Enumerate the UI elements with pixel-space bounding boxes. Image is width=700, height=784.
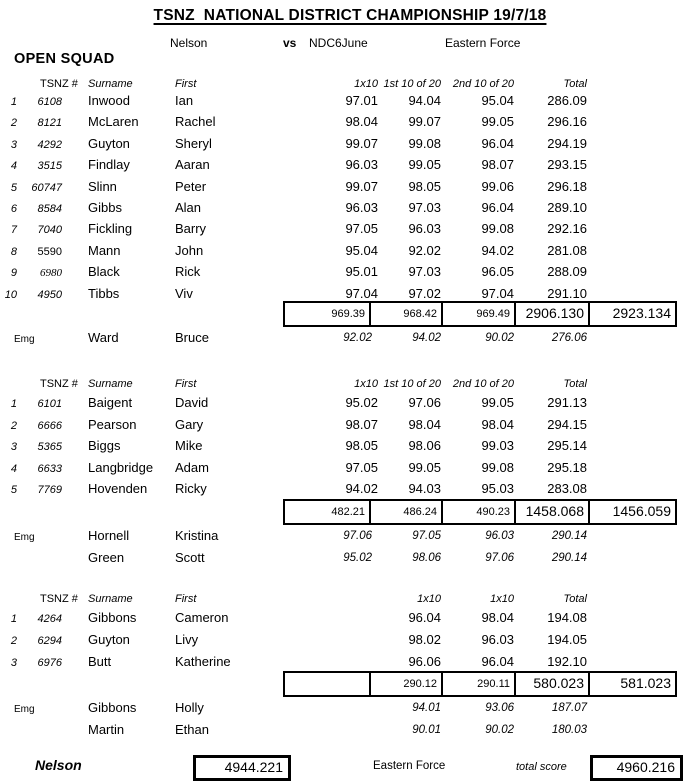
score-1x10: 99.07	[345, 178, 378, 194]
score-total: 276.06	[551, 332, 587, 344]
col-header-score1: 1x10	[354, 78, 378, 90]
score-first10: 99.08	[408, 135, 441, 151]
score-first10: 97.02	[408, 285, 441, 301]
score-second10: 96.03	[485, 530, 514, 542]
col-header-score2: 1x10	[417, 593, 441, 605]
totals-second10: 490.23	[441, 499, 516, 525]
score-1x10: 95.02	[345, 395, 378, 410]
surname: Gibbons	[88, 700, 137, 715]
first-name: Adam	[175, 459, 209, 475]
totals-sum: 1458.068	[514, 499, 590, 525]
score-1x10: 98.07	[345, 416, 378, 432]
score-first10: 96.03	[408, 221, 441, 237]
first-name: Scott	[175, 550, 205, 565]
col-header-score3: 1x10	[490, 593, 514, 605]
score-first10: 99.05	[408, 459, 441, 475]
col-header-surname: Surname	[88, 593, 133, 605]
score-second10: 95.04	[481, 93, 514, 108]
score-first10: 96.06	[408, 654, 441, 669]
score-1x10: 95.02	[343, 552, 372, 564]
score-second10: 96.04	[481, 200, 514, 215]
totals-box	[283, 499, 677, 525]
event-name: NDC6June	[309, 36, 368, 50]
score-total: 296.18	[547, 178, 587, 194]
score-first10: 90.01	[412, 724, 441, 736]
first-name: Aaran	[175, 157, 210, 173]
score-1x10: 97.05	[345, 221, 378, 237]
first-name: Bruce	[175, 330, 209, 345]
score-1x10: 96.03	[345, 157, 378, 173]
first-name: Gary	[175, 416, 204, 432]
score-first10: 98.06	[412, 552, 441, 564]
score-total: 194.08	[547, 610, 587, 625]
col-header-first: First	[175, 378, 197, 390]
totals-first10: 486.24	[369, 499, 443, 525]
score-1x10: 96.03	[345, 200, 378, 215]
first-name: Peter	[175, 178, 207, 194]
first-name: Barry	[175, 221, 207, 237]
col-header-score2: 1st 10 of 20	[383, 78, 441, 90]
first-name: Viv	[175, 285, 193, 301]
first-name: David	[175, 395, 209, 410]
score-first10: 97.03	[408, 200, 441, 215]
first-name: Holly	[175, 700, 204, 715]
surname: Slinn	[88, 178, 117, 194]
score-total: 180.03	[551, 724, 587, 736]
surname: Guyton	[88, 135, 130, 151]
score-second10: 95.03	[481, 481, 514, 496]
score-first10: 98.02	[408, 632, 441, 647]
score-second10: 94.02	[481, 242, 514, 258]
totals-box	[283, 301, 677, 327]
tsnz-number: 3515	[37, 160, 62, 173]
totals-grand: 581.023	[588, 671, 677, 697]
col-header-score1: 1x10	[354, 378, 378, 390]
rank-number: 7	[10, 224, 17, 237]
first-name: John	[175, 242, 204, 258]
score-total: 294.19	[547, 135, 587, 151]
tsnz-number: 6666	[37, 419, 62, 432]
first-name: Mike	[175, 438, 203, 453]
rank-number: 1	[10, 96, 17, 108]
surname: Langbridge	[88, 459, 154, 475]
totals-grand: 1456.059	[588, 499, 677, 525]
surname: Black	[88, 264, 120, 280]
score-second10: 99.05	[481, 114, 514, 130]
score-1x10: 97.04	[345, 285, 378, 301]
first-name: Kristina	[175, 528, 219, 543]
first-name: Livy	[175, 632, 199, 647]
col-header-total: Total	[563, 78, 587, 90]
tsnz-number: 6980	[40, 267, 62, 280]
col-header-surname: Surname	[88, 78, 133, 90]
score-first10: 97.06	[408, 395, 441, 410]
score-1x10: 99.07	[345, 135, 378, 151]
tsnz-number: 7769	[37, 484, 62, 496]
totals-first10: 968.42	[369, 301, 443, 327]
score-first10: 99.05	[408, 157, 441, 173]
surname: Hovenden	[88, 481, 148, 496]
squad-title: OPEN SQUAD	[14, 51, 115, 67]
surname: Butt	[88, 654, 112, 669]
rank-number: 2	[10, 419, 17, 432]
surname: McLaren	[88, 114, 139, 130]
col-header-score2: 1st 10 of 20	[383, 378, 441, 390]
score-first10: 94.03	[408, 481, 441, 496]
score-first10: 99.07	[408, 114, 441, 130]
tsnz-number: 8584	[37, 203, 62, 215]
first-name: Ricky	[175, 481, 207, 496]
emergency-label: Emg	[14, 334, 35, 345]
tsnz-number: 7040	[37, 224, 62, 237]
first-name: Sheryl	[175, 135, 212, 151]
col-header-tsnz: TSNZ #	[40, 378, 78, 390]
score-first10: 94.04	[408, 93, 441, 108]
rank-number: 5	[10, 484, 17, 496]
surname: Martin	[88, 722, 125, 737]
totals-grand: 2923.134	[588, 301, 677, 327]
score-total: 194.05	[547, 632, 587, 647]
rank-number: 6	[10, 203, 17, 215]
score-total: 283.08	[547, 481, 587, 496]
surname: Green	[88, 550, 125, 565]
footer-team-name: Nelson	[35, 757, 82, 773]
score-first10: 94.01	[412, 702, 441, 714]
score-second10: 99.05	[481, 395, 514, 410]
tsnz-number: 4950	[37, 288, 62, 301]
score-1x10: 95.01	[345, 264, 378, 280]
page-title: TSNZ NATIONAL DISTRICT CHAMPIONSHIP 19/7/18	[153, 7, 547, 24]
score-1x10: 97.01	[345, 93, 378, 108]
rank-number: 8	[10, 245, 17, 258]
col-header-surname: Surname	[88, 378, 133, 390]
tsnz-number: 60747	[31, 181, 62, 194]
score-total: 291.10	[547, 285, 587, 301]
score-1x10: 97.06	[343, 530, 372, 542]
score-second10: 99.08	[481, 459, 514, 475]
rank-number: 4	[10, 462, 17, 475]
first-name: Ian	[175, 93, 194, 108]
totals-sum: 580.023	[514, 671, 590, 697]
score-first10: 92.02	[408, 242, 441, 258]
vs-label: vs	[283, 36, 297, 50]
tsnz-number: 5590	[37, 245, 62, 258]
score-second10: 99.08	[481, 221, 514, 237]
score-total: 296.16	[547, 114, 587, 130]
score-second10: 96.05	[481, 264, 514, 280]
surname: Gibbs	[88, 200, 122, 215]
tsnz-number: 8121	[37, 117, 62, 130]
score-1x10: 94.02	[345, 481, 378, 496]
score-second10: 90.02	[485, 332, 514, 344]
totals-first10: 290.12	[369, 671, 443, 697]
surname: Mann	[88, 242, 121, 258]
tsnz-number: 6976	[37, 657, 62, 669]
col-header-tsnz: TSNZ #	[40, 593, 78, 605]
rank-number: 1	[10, 398, 17, 410]
tsnz-number: 4264	[37, 613, 62, 625]
rank-number: 10	[4, 288, 17, 301]
score-total: 290.14	[551, 530, 587, 542]
surname: Guyton	[88, 632, 130, 647]
col-header-tsnz: TSNZ #	[40, 78, 78, 90]
tsnz-number: 5365	[37, 441, 62, 453]
rank-number: 3	[10, 138, 17, 151]
totals-second10: 290.11	[441, 671, 516, 697]
first-name: Rick	[175, 264, 201, 280]
score-total: 281.08	[547, 242, 587, 258]
score-second10: 98.04	[481, 416, 514, 432]
score-total: 289.10	[547, 200, 587, 215]
emergency-label: Emg	[14, 532, 35, 543]
score-second10: 98.07	[481, 157, 514, 173]
first-name: Ethan	[175, 722, 209, 737]
score-total: 286.09	[547, 93, 587, 108]
first-name: Cameron	[175, 610, 229, 625]
score-total: 295.14	[547, 438, 587, 453]
away-team-name: Eastern Force	[445, 36, 521, 50]
totals-second10: 969.49	[441, 301, 516, 327]
score-total: 293.15	[547, 157, 587, 173]
surname: Tibbs	[88, 285, 120, 301]
surname: Hornell	[88, 528, 130, 543]
first-name: Katherine	[175, 654, 231, 669]
surname: Baigent	[88, 395, 133, 410]
footer-team-score-box: 4944.221	[193, 755, 291, 781]
score-second10: 96.04	[481, 654, 514, 669]
score-second10: 97.06	[485, 552, 514, 564]
score-second10: 96.04	[481, 135, 514, 151]
rank-number: 3	[10, 657, 17, 669]
score-total: 291.13	[547, 395, 587, 410]
score-1x10: 95.04	[345, 242, 378, 258]
tsnz-number: 6101	[37, 398, 62, 410]
rank-number: 5	[10, 181, 17, 194]
footer-opponent-name: Eastern Force	[373, 760, 446, 772]
first-name: Alan	[175, 200, 202, 215]
surname: Gibbons	[88, 610, 137, 625]
score-first10: 98.05	[408, 178, 441, 194]
score-total: 187.07	[551, 702, 587, 714]
score-second10: 99.06	[481, 178, 514, 194]
score-second10: 97.04	[481, 285, 514, 301]
score-1x10: 98.05	[345, 438, 378, 453]
tsnz-number: 6108	[37, 96, 62, 108]
rank-number: 2	[10, 117, 17, 130]
rank-number: 1	[10, 613, 17, 625]
score-total: 295.18	[547, 459, 587, 475]
score-first10: 97.05	[412, 530, 441, 542]
tsnz-number: 4292	[37, 138, 62, 151]
surname: Inwood	[88, 93, 130, 108]
totals-1x10	[283, 671, 371, 697]
tsnz-number: 6633	[37, 462, 62, 475]
emergency-label: Emg	[14, 704, 35, 715]
total-score-label: total score	[516, 761, 567, 773]
rank-number: 4	[10, 160, 17, 173]
rank-number: 3	[10, 441, 17, 453]
footer-opponent-score-box: 4960.216	[590, 755, 683, 781]
surname: Biggs	[88, 438, 121, 453]
surname: Fickling	[88, 221, 133, 237]
totals-1x10: 482.21	[283, 499, 371, 525]
score-1x10: 98.04	[345, 114, 378, 130]
score-second10: 96.03	[481, 632, 514, 647]
col-header-total: Total	[563, 593, 587, 605]
col-header-score3: 2nd 10 of 20	[452, 378, 514, 390]
col-header-first: First	[175, 78, 197, 90]
score-total: 292.16	[547, 221, 587, 237]
tsnz-number: 6294	[37, 635, 62, 647]
totals-1x10: 969.39	[283, 301, 371, 327]
surname: Findlay	[88, 157, 130, 173]
col-header-first: First	[175, 593, 197, 605]
score-second10: 93.06	[485, 702, 514, 714]
rank-number: 9	[10, 267, 17, 280]
first-name: Rachel	[175, 114, 216, 130]
score-first10: 96.04	[408, 610, 441, 625]
col-header-total: Total	[563, 378, 587, 390]
score-1x10: 92.02	[343, 332, 372, 344]
home-team-name: Nelson	[170, 36, 208, 50]
score-total: 288.09	[547, 264, 587, 280]
score-first10: 98.06	[408, 438, 441, 453]
score-total: 290.14	[551, 552, 587, 564]
col-header-score3: 2nd 10 of 20	[452, 78, 514, 90]
totals-sum: 2906.130	[514, 301, 590, 327]
score-second10: 90.02	[485, 724, 514, 736]
score-total: 294.15	[547, 416, 587, 432]
totals-box	[283, 671, 677, 697]
score-first10: 94.02	[412, 332, 441, 344]
score-first10: 97.03	[408, 264, 441, 280]
score-second10: 98.04	[481, 610, 514, 625]
surname: Pearson	[88, 416, 137, 432]
score-1x10: 97.05	[345, 459, 378, 475]
score-second10: 99.03	[481, 438, 514, 453]
surname: Ward	[88, 330, 119, 345]
score-total: 192.10	[547, 654, 587, 669]
rank-number: 2	[10, 635, 17, 647]
score-first10: 98.04	[408, 416, 441, 432]
